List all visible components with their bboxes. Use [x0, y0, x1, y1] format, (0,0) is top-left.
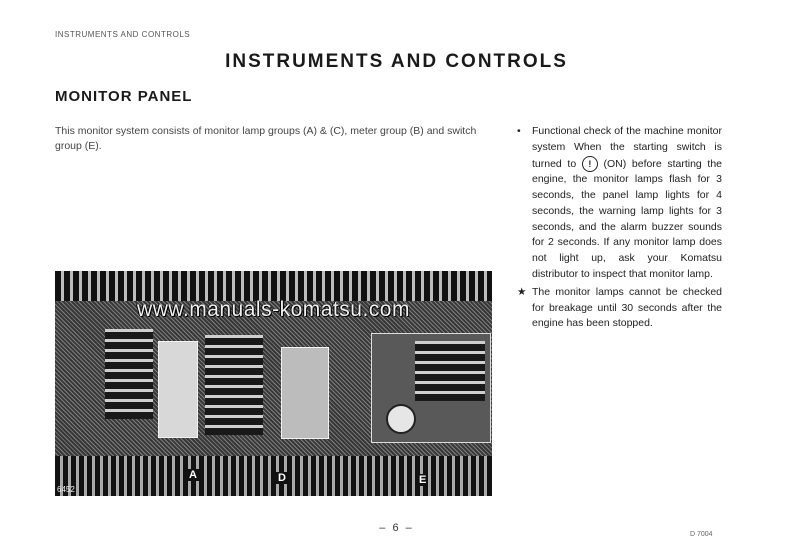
monitor-lamp-group-a [105, 329, 153, 419]
list-item [517, 124, 722, 283]
photo-dither [55, 271, 492, 301]
page-number: – 6 – [379, 522, 414, 534]
page-title: INSTRUMENTS AND CONTROLS [225, 51, 568, 72]
photo-label-e: E [419, 474, 427, 486]
photo-label-d: D [278, 472, 286, 484]
meter-display [281, 347, 329, 439]
right-column [517, 124, 722, 334]
on-position-icon: ! [582, 156, 598, 172]
panel-window [158, 341, 198, 438]
functional-check-text: Functional check of the machine monitor system When the starting switch is turned to [532, 125, 722, 170]
switch-knob-icon [386, 404, 416, 434]
photo-label-a: A [189, 469, 197, 481]
photo-code: 6452 [57, 485, 75, 494]
functional-check-text-continued: (ON) before starting the engine, the monitor lamps flash for 3 seconds, the panel lamp lights for 4 seconds, the warning lamp lights for 3 seconds, and the alarm buzzer sounds for 2 seconds. If any monitor lamp does not light up, ask your Komatsu distributor to inspect that monitor lamp. [532, 157, 722, 280]
intro-paragraph: This monitor system consists of monitor lamp groups (A) & (C), meter group (B) and switch group (E). [55, 125, 477, 152]
watermark: www.manuals-komatsu.com [137, 298, 410, 321]
monitor-lamp-group-c [415, 341, 485, 401]
monitor-panel-photo [55, 271, 492, 496]
section-title: MONITOR PANEL [55, 88, 193, 105]
star-icon: ★ [517, 285, 527, 298]
note-text: The monitor lamps cannot be checked for breakage until 30 seconds after the engine has been stopped. [532, 285, 722, 330]
list-item [517, 285, 722, 332]
doc-code: D 7004 [690, 531, 713, 538]
running-header: INSTRUMENTS AND CONTROLS [55, 30, 191, 39]
bullet-icon: • [517, 125, 521, 137]
meter-group [205, 335, 263, 435]
